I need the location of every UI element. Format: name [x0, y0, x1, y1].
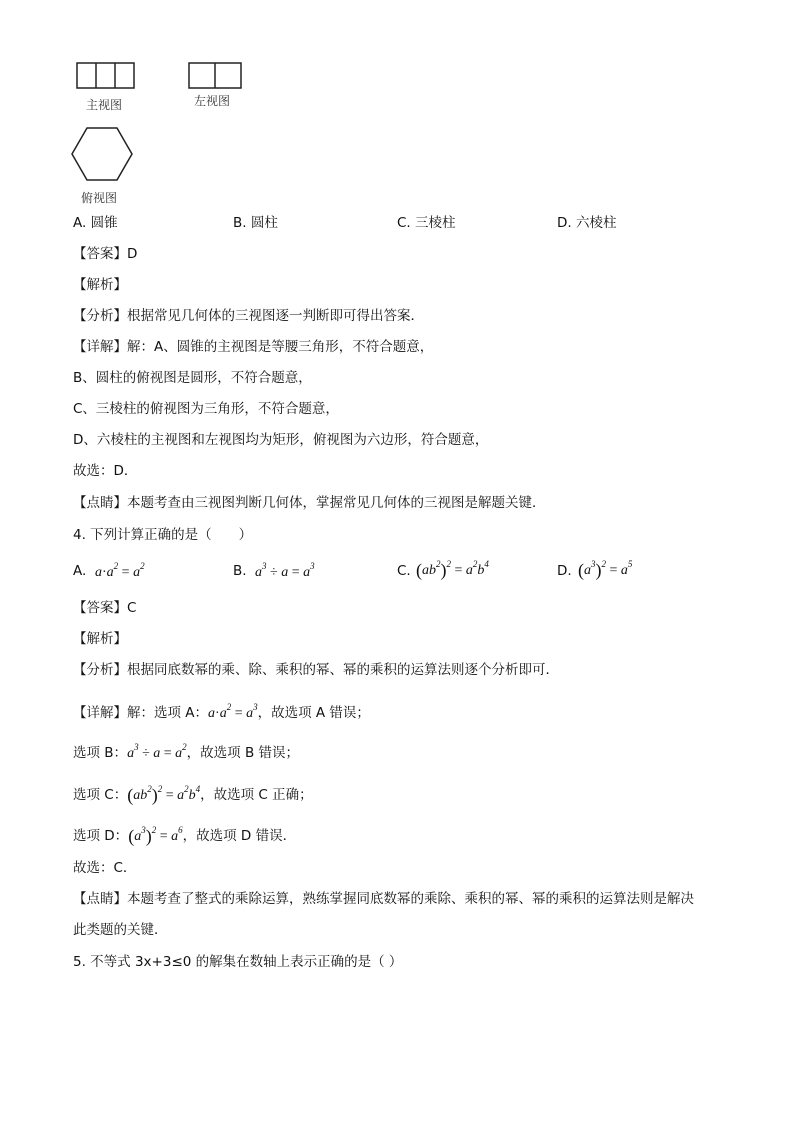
- left-view-figure: [188, 62, 243, 90]
- q4-fenxi: 【分析】根据同底数幂的乘、除、乘积的幂、幂的乘积的运算法则逐个分析即可．: [73, 662, 559, 678]
- q4-detail-d: [73, 821, 296, 846]
- q4-option-c-label: C.: [397, 563, 411, 579]
- q4-option-b-label: B.: [233, 563, 247, 579]
- front-view-figure: [76, 62, 136, 90]
- q3-option-c: C. 三棱柱: [397, 215, 456, 231]
- q4-detail-c: [73, 780, 313, 805]
- q4-option-d-label: D.: [557, 563, 572, 579]
- left-view-caption: 左视图: [194, 94, 231, 108]
- q4-analysis-heading: 【解析】: [73, 631, 127, 647]
- q4-detail-a-formula: $a\cdot a^2 = a^3$: [208, 702, 258, 721]
- q4-detail-c-formula: $(ab^2)^2 = a^2b^4$: [127, 784, 201, 805]
- front-view-caption: 主视图: [86, 98, 123, 112]
- q3-fenxi: 【分析】根据常见几何体的三视图逐一判断即可得出答案．: [73, 308, 424, 324]
- q3-xiangjie: 【详解】解：A、圆锥的主视图是等腰三角形，不符合题意，: [73, 339, 434, 355]
- q4-option-c-formula: $(ab^2)^2 = a^2b^4$: [416, 559, 489, 580]
- q4-dianjing-line2: 此类题的关键．: [73, 922, 168, 938]
- q4-choose: 故选：C．: [73, 860, 137, 876]
- q3-line-b: B、圆柱的俯视图是圆形，不符合题意，: [73, 370, 312, 386]
- q3-dianjing: 【点睛】本题考查由三视图判断几何体，掌握常见几何体的三视图是解题关键．: [73, 495, 546, 511]
- q4-answer: 【答案】C: [73, 600, 137, 616]
- q3-option-d: D. 六棱柱: [557, 215, 617, 231]
- q4-detail-d-suffix: ，故选项 D 错误．: [182, 828, 297, 844]
- top-view-caption: 俯视图: [81, 191, 118, 205]
- top-view-hexagon: [70, 126, 134, 182]
- q4-detail-c-suffix: ，故选项 C 正确；: [200, 787, 313, 803]
- q4-stem: 4. 下列计算正确的是（ ）: [73, 527, 253, 543]
- q4-detail-d-formula: $(a^3)^2 = a^6$: [128, 825, 183, 846]
- q3-option-a: A. 圆锥: [73, 215, 118, 231]
- q4-detail-a-suffix: ，故选项 A 错误；: [257, 705, 370, 721]
- q4-detail-b: [73, 738, 299, 763]
- q4-option-b-formula: $a^3 \div a = a^3$: [255, 561, 315, 580]
- q4-option-a-label: A.: [73, 563, 87, 579]
- q3-answer: 【答案】D: [73, 246, 138, 262]
- q3-line-d: D、六棱柱的主视图和左视图均为矩形，俯视图为六边形，符合题意，: [73, 432, 489, 448]
- q4-detail-a-prefix: 【详解】解：选项 A：: [73, 705, 209, 721]
- q4-dianjing-line1: 【点睛】本题考查了整式的乘除运算，熟练掌握同底数幂的乘除、乘积的幂、幂的乘积的运算法则是解决: [73, 891, 694, 907]
- q3-option-b: B. 圆柱: [233, 215, 278, 231]
- q4-detail-c-prefix: 选项 C：: [73, 787, 128, 803]
- q3-choose: 故选：D．: [73, 463, 138, 479]
- q3-analysis-heading: 【解析】: [73, 277, 127, 293]
- q4-detail-b-suffix: ，故选项 B 错误；: [186, 745, 300, 761]
- q4-detail-b-prefix: 选项 B：: [73, 745, 128, 761]
- q5-stem: 5. 不等式 3x+3≤0 的解集在数轴上表示正确的是（ ）: [73, 954, 403, 970]
- q4-detail-b-formula: $a^3 \div a = a^2$: [127, 742, 187, 761]
- q4-detail-a: [73, 698, 370, 723]
- q4-option-a-formula: $a\cdot a^2 = a^2$: [95, 561, 145, 580]
- q4-option-d-formula: $(a^3)^2 = a^5$: [578, 559, 633, 580]
- q3-line-c: C、三棱柱的俯视图为三角形，不符合题意，: [73, 401, 339, 417]
- q4-detail-d-prefix: 选项 D：: [73, 828, 129, 844]
